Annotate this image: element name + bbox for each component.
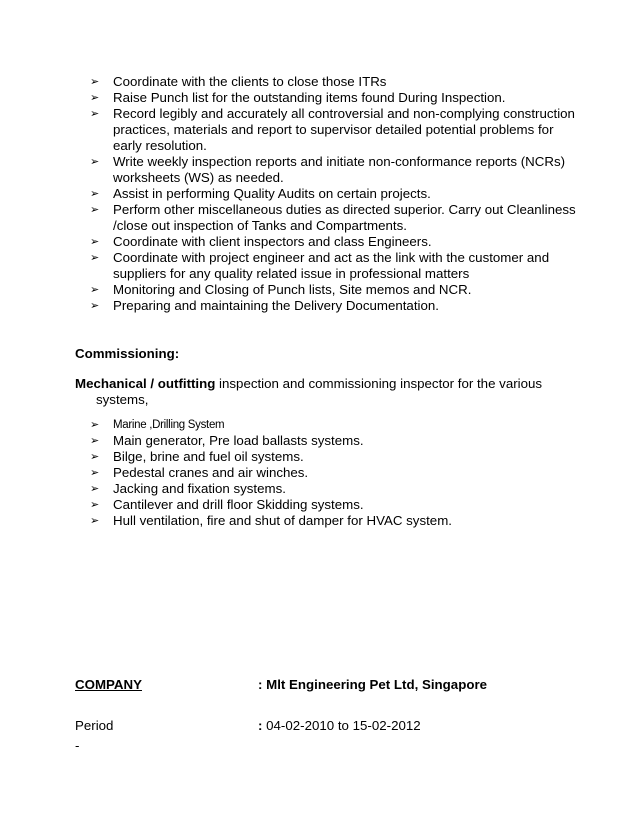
arrow-bullet-icon: ➢ bbox=[90, 435, 100, 447]
company-label: COMPANY bbox=[75, 677, 142, 692]
list-item: ➢ Bilge, brine and fuel oil systems. bbox=[90, 449, 304, 464]
list-item: ➢ Hull ventilation, fire and shut of damper for HVAC system. bbox=[90, 513, 452, 528]
arrow-bullet-icon: ➢ bbox=[90, 300, 100, 312]
arrow-bullet-icon: ➢ bbox=[90, 252, 100, 264]
arrow-bullet-icon: ➢ bbox=[90, 451, 100, 463]
arrow-bullet-icon: ➢ bbox=[90, 204, 100, 216]
period-dates: 04-02-2010 to 15-02-2012 bbox=[262, 718, 421, 733]
responsibilities-list bbox=[90, 74, 580, 314]
arrow-bullet-icon: ➢ bbox=[90, 188, 100, 200]
systems-list bbox=[90, 417, 580, 529]
list-item: ➢ Assist in performing Quality Audits on certain projects. bbox=[90, 186, 431, 201]
arrow-bullet-icon: ➢ bbox=[90, 76, 100, 88]
list-item: ➢ Jacking and fixation systems. bbox=[90, 481, 286, 496]
list-item: ➢ Marine ,Drilling System bbox=[90, 419, 225, 431]
arrow-bullet-icon: ➢ bbox=[90, 499, 100, 511]
trailing-mark: - bbox=[75, 738, 80, 753]
intro-continuation: systems, bbox=[96, 392, 149, 407]
arrow-bullet-icon: ➢ bbox=[90, 284, 100, 296]
list-item: ➢ Monitoring and Closing of Punch lists, Site memos and NCR. bbox=[90, 282, 472, 297]
arrow-bullet-icon: ➢ bbox=[90, 515, 100, 527]
company-value: : Mlt Engineering Pet Ltd, Singapore bbox=[258, 677, 488, 692]
period-label: Period bbox=[75, 718, 114, 733]
list-item: ➢ Raise Punch list for the outstanding items found During Inspection. bbox=[90, 90, 506, 105]
arrow-bullet-icon: ➢ bbox=[90, 92, 100, 104]
list-item: ➢ Perform other miscellaneous duties as directed superior. Carry out Cleanliness /close out inspection of Tanks and Compartments. bbox=[90, 202, 576, 233]
arrow-bullet-icon: ➢ bbox=[90, 236, 100, 248]
arrow-bullet-icon: ➢ bbox=[90, 419, 99, 431]
period-colon: : bbox=[258, 718, 263, 733]
commissioning-heading: Commissioning: bbox=[75, 346, 180, 361]
arrow-bullet-icon: ➢ bbox=[90, 483, 100, 495]
list-item: ➢ Cantilever and drill floor Skidding systems. bbox=[90, 497, 364, 512]
list-item: ➢ Record legibly and accurately all controversial and non-complying construction practices, materials and report to supervisor detailed potential problems for early resolution. bbox=[90, 106, 575, 153]
intro-text: inspection and commissioning inspector for the various bbox=[215, 376, 543, 391]
arrow-bullet-icon: ➢ bbox=[90, 108, 100, 120]
list-item: ➢ Coordinate with the clients to close those ITRs bbox=[90, 74, 387, 89]
list-item: ➢ Pedestal cranes and air winches. bbox=[90, 465, 309, 480]
period-value bbox=[258, 718, 421, 734]
commissioning-intro bbox=[75, 376, 545, 408]
list-item: ➢ Coordinate with project engineer and act as the link with the customer and suppliers for any quality related issue in professional matters bbox=[90, 250, 550, 281]
arrow-bullet-icon: ➢ bbox=[90, 467, 100, 479]
arrow-bullet-icon: ➢ bbox=[90, 156, 100, 168]
list-item: ➢ Coordinate with client inspectors and class Engineers. bbox=[90, 234, 432, 249]
list-item: ➢ Main generator, Pre load ballasts systems. bbox=[90, 433, 364, 448]
intro-bold-label: Mechanical / outfitting bbox=[75, 376, 216, 391]
list-item: ➢ Write weekly inspection reports and initiate non-conformance reports (NCRs) worksheets (WS) as needed. bbox=[90, 154, 566, 185]
list-item: ➢ Preparing and maintaining the Delivery Documentation. bbox=[90, 298, 439, 313]
